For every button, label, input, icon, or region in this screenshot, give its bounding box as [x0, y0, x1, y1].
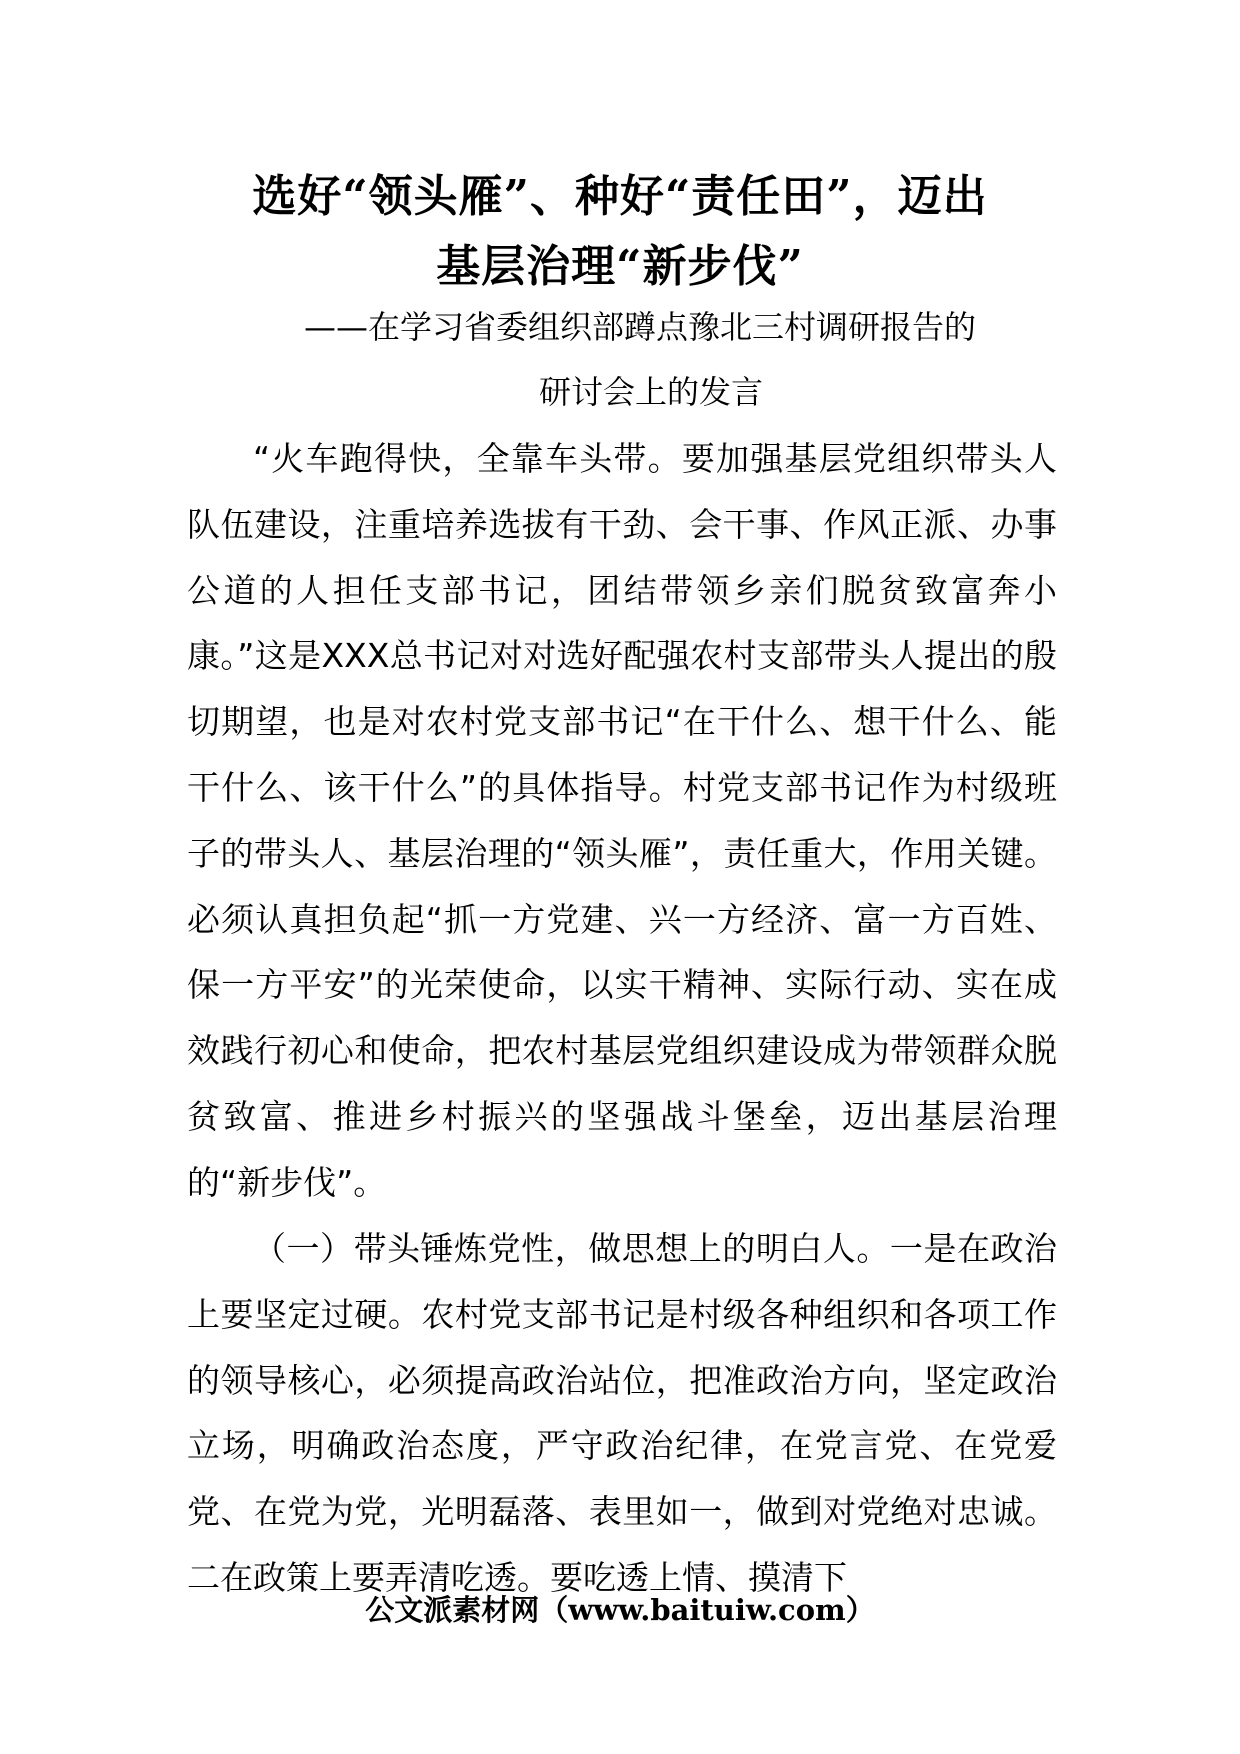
- document-title-line-1: 选好“领头雁”、种好“责任田”，迈出: [252, 171, 988, 222]
- body-paragraph-2: [187, 1216, 1057, 1611]
- section-body: 一是在政治上要坚定过硬。农村党支部书记是村级各种组织和各项工作的领导核心，必须提高政治站位，把准政治方向，坚定政治立场，明确政治态度，严守政治纪律，在党言党、在党爱党、在党为党，光明磊落、表里如一，做到对党绝对忠诚。二在政策上要弄清吃透。要吃透上情、摸清下: [187, 1229, 1058, 1597]
- footer-watermark: 公文派素材网（www.baituiw.com）: [365, 1593, 875, 1627]
- document-title-line-2: 基层治理“新步伐”: [436, 241, 804, 292]
- section-heading: （一）带头锤炼党性，做思想上的明白人。: [253, 1229, 890, 1268]
- body-paragraph-1: “火车跑得快，全靠车头带。要加强基层党组织带头人队伍建设，注重培养选拔有干劲、会干事、作风正派、办事公道的人担任支部书记，团结带领乡亲们脱贫致富奔小康。”这是XXX总书记对对选好配强农村支部带头人提出的殷切期望，也是对农村党支部书记“在干什么、想干什么、能干什么、该干什么”的具体指导。村党支部书记作为村级班子的带头人、基层治理的“领头雁”，责任重大，作用关键。必须认真担负起“抓一方党建、兴一方经济、富一方百姓、保一方平安”的光荣使命，以实干精神、实际行动、实在成效践行初心和使命，把农村基层党组织建设成为带领群众脱贫致富、推进乡村振兴的坚强战斗堡垒，迈出基层治理的“新步伐”。: [187, 439, 1057, 1202]
- document-subtitle-line-1: ——在学习省委组织部蹲点豫北三村调研报告的: [304, 308, 977, 346]
- document-subtitle-line-2: 研讨会上的发言: [539, 373, 764, 411]
